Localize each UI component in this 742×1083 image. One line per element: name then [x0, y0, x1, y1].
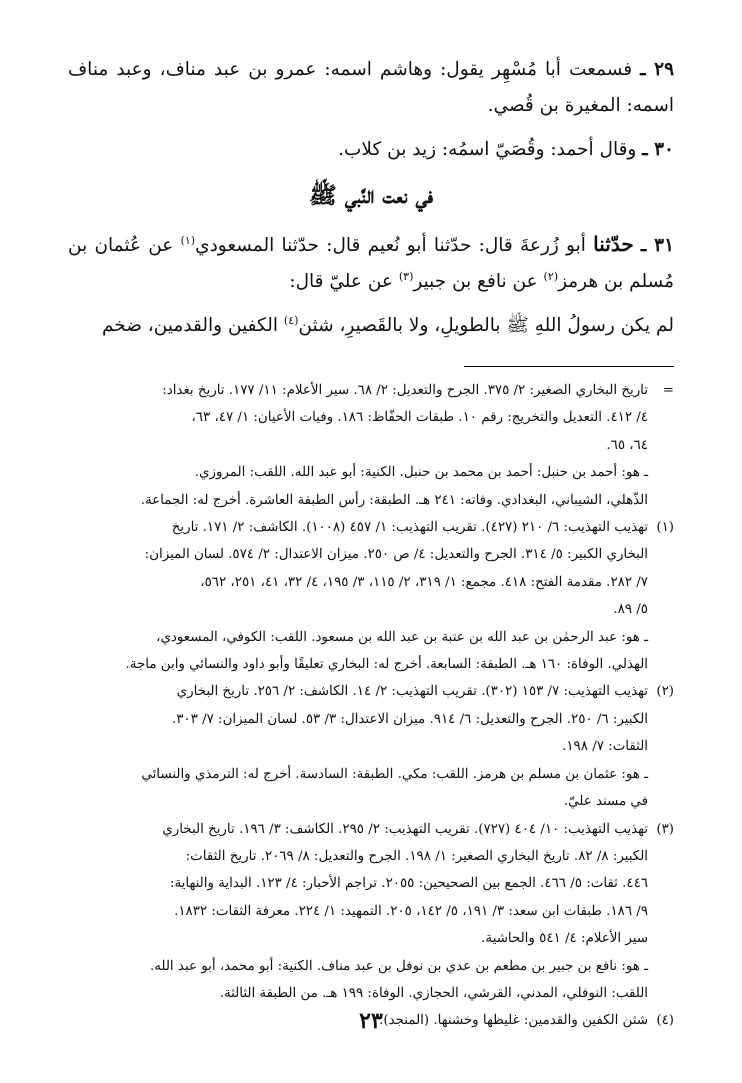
page-number: ٢٣	[359, 1008, 383, 1034]
footnote-number: (٣)	[656, 821, 674, 837]
isnad-part: عن نافع بن جبير	[413, 271, 538, 292]
paragraph-text: فسمعت أبا مُسْهِر يقول: وهاشم اسمه: عمرو بن عبد مناف، وعبد مناف اسمه: المغيرة بن قُصي.	[68, 59, 674, 116]
narrator-note	[68, 624, 648, 679]
matn-part: الكفين والقدمين، ضخم	[101, 315, 279, 336]
footnote-line: الكبير: ٦/ ٢٥٠. الجرح والتعديل: ٦/ ٩١٤. ميزان الاعتدال: ٣/ ٥٣. لسان الميزان: ٧/ ٣٠٣.	[171, 711, 648, 727]
footnote-line: ٤٤٦. ثقات: ٥/ ٤٦٦. الجمع بين الصحيحين: ٢٠٥٥. تراجم الأحبار: ٤/ ١٢٣. البداية والنهاية:	[169, 876, 648, 892]
footnote-divider	[464, 366, 674, 367]
paragraph-31	[68, 226, 674, 300]
footnote-line: ٧/ ٢٨٢. مقدمة الفتح: ٤١٨. مجمع: ١/ ٣١٩، ٢/ ١١٥، ٣/ ١٩٥، ٤/ ٣٢، ٤١، ٢٥١، ٥٦٢،	[200, 574, 648, 590]
footnote-line: الثقات: ٧/ ١٩٨.	[562, 739, 648, 755]
footnote-line: ٩/ ١٨٦. طبقات ابن سعد: ٣/ ١٩١، ٥/ ١٤٢، ٢٠٥. التمهيد: ١/ ٢٢٤. معرفة الثقات: ١٨٣٢.	[174, 903, 648, 919]
footnote-number: (٤)	[656, 1013, 674, 1029]
footnote-line: تهذيب التهذيب: ٧/ ١٥٣ (٣٠٢). تقريب التهذيب: ٢/ ١٤. الكاشف: ٢/ ٢٥٦. تاريخ البخاري	[176, 684, 648, 700]
paragraph-number: ٣١ ـ	[640, 235, 675, 256]
footnote-1	[68, 514, 674, 624]
footnote-line: تهذيب التهذيب: ٦/ ٢١٠ (٤٢٧). تقريب التهذيب: ١/ ٤٥٧ (١٠٠٨). الكاشف: ٢/ ١٧١. تاريخ	[171, 520, 648, 536]
footnote-line: الهذلي. الوفاة: ١٦٠ هـ. الطبقة: السابعة. أخرج له: البخاري تعليقًا وأبو داود والنسائي وابن ماجة.	[125, 657, 648, 673]
footnote-line: الكبير: ٨/ ٨٢. تاريخ البخاري الصغير: ١/ ١٩٨. الجرح والتعديل: ٨/ ٢٠٦٩. تاريخ الثقات:	[185, 848, 648, 864]
footnote-line: في مسند عليّ.	[563, 794, 648, 810]
footnote-line: الذّهلي، الشيباني، البغدادي. وفاته: ٢٤١ هـ. الطبقة: رأس الطبقة العاشرة. أخرج له: الجماعة.	[140, 492, 648, 508]
narrator-note	[68, 953, 648, 1008]
narrator-note	[68, 761, 648, 816]
paragraph-29	[68, 52, 674, 124]
footnote-line: ـ هو: عبد الرحمٰن بن عبد الله بن عتبة بن عبد الله بن مسعود. اللقب: الكوفي، المسعودي،	[156, 629, 648, 645]
footnote-line: شثن الكفين والقدمين: غليظها وخشنها. (المنجد).	[379, 1013, 648, 1029]
paragraph-number: ٢٩ ـ	[640, 59, 675, 80]
footnote-line: تهذيب التهذيب: ١٠/ ٤٠٤ (٧٢٧). تقريب التهذيب: ٢/ ٢٩٥. الكاشف: ٣/ ١٩٦. تاريخ البخاري	[162, 821, 648, 837]
book-page	[68, 52, 674, 1035]
footnote-line: سير الأعلام: ٤/ ٥٤١ والحاشية.	[481, 931, 648, 947]
footnote-2	[68, 678, 674, 760]
isnad-part: أبو زُرعةَ قال: حدّثنا أبو نُعيم قال: حدّثنا المسعودي	[195, 235, 586, 256]
footnote-ref-1[interactable]: (١)	[180, 233, 196, 247]
paragraph-number: ٣٠ ـ	[642, 139, 674, 160]
footnote-line: ٦٤، ٦٥.	[606, 437, 648, 453]
footnote-line: ـ هو: أحمد بن حنبل: أحمد بن محمد بن حنبل. الكنية: أبو عبد الله. اللقب: المروزي.	[194, 465, 648, 481]
footnote-continuation	[68, 377, 674, 459]
main-text	[68, 52, 674, 344]
footnote-line: اللقب: النوفلي، المدني، القرشي، الحجازي. الوفاة: ١٩٩ هـ. من الطبقة الثالثة.	[219, 985, 648, 1001]
footnote-number: (٢)	[656, 684, 674, 700]
paragraph-32	[68, 308, 674, 344]
matn-part: لم يكن رسولُ اللهِ ﷺ بالطويلِ، ولا بالقَصيرِ، شثن	[298, 315, 674, 336]
footnote-line: تاريخ البخاري الصغير: ٢/ ٣٧٥. الجرح والتعديل: ٢/ ٦٨. سير الأعلام: ١١/ ١٧٧. تاريخ بغداد:	[162, 383, 648, 398]
isnad-part: عن عُثمان بن مُسلم بن هرمز	[68, 235, 674, 292]
haddathana-word: حدّثنا	[593, 232, 634, 256]
footnote-line: البخاري الكبير: ٥/ ٣١٤. الجرح والتعديل: ٤/ ص ٢٥٠. ميزان الاعتدال: ٢/ ٥٧٤. لسان الميزان:	[144, 547, 648, 563]
footnote-line: ٤/ ٤١٢. التعديل والتخريج: رقم ١٠. طبقات الحفّاظ: ١٨٦. وفيات الأعيان: ١/ ٤٧، ٦٣،	[191, 410, 648, 426]
footnote-3	[68, 816, 674, 953]
continuation-mark: =	[662, 383, 674, 398]
footnote-ref-3[interactable]: (٣)	[398, 269, 414, 283]
footnotes	[68, 377, 674, 1035]
footnote-line: ٥/ ٨٩.	[613, 602, 648, 618]
footnote-line: ـ هو: نافع بن جبير بن مطعم بن عدي بن نوفل بن عبد مناف. الكنية: أبو محمد، أبو عبد الله.	[149, 958, 648, 974]
footnote-line: ـ هو: عثمان بن مسلم بن هرمز. اللقب: مكي. الطبقة: السادسة. أخرج له: الترمذي والنسائي	[141, 766, 648, 782]
paragraph-text: وقال أحمد: وقُصَيّ اسمُه: زيد بن كلاب.	[338, 139, 637, 160]
footnote-number: (١)	[656, 520, 674, 536]
footnote-ref-2[interactable]: (٢)	[543, 269, 559, 283]
paragraph-30	[68, 132, 674, 168]
section-heading: في نعت النَّبي ﷺ	[308, 182, 434, 209]
narrator-note	[68, 459, 648, 514]
footnote-ref-4[interactable]: (٤)	[283, 313, 299, 327]
isnad-part: عن عليّ قال:	[289, 271, 393, 292]
